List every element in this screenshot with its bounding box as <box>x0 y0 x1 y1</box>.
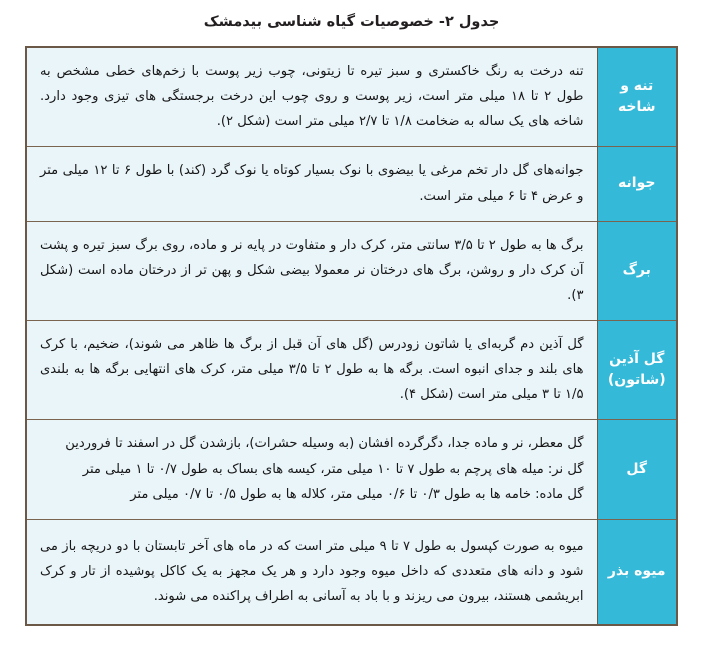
row-header-line: گل آذین <box>609 350 665 367</box>
row-header-bud <box>597 147 677 221</box>
row-content-bud <box>26 147 597 221</box>
row-paragraph: گل معطر، نر و ماده جدا، دگرگرده افشان (به وسیله حشرات)، بازشدن گل در اسفند تا فروردین <box>65 436 584 452</box>
table-body <box>26 47 677 625</box>
row-paragraph: جوانه‌های گل دار تخم مرغی یا بیضوی با نوک بسیار کوتاه یا نوک گرد (کند) با طول ۶ تا ۱۲ میلی متر و عرض ۴ تا ۶ میلی متر است. <box>40 163 584 204</box>
row-content-inflorescence-catkin <box>26 321 597 420</box>
row-header-line: (شاتون) <box>607 372 666 389</box>
row-paragraph: گل آذین دم گربه‌ای یا شاتون زودرس (گل های آن قبل از برگ ها ظاهر می شوند)، ضخیم، با کرک های بلند و جدای انبوه است. برگه ها به طول ۲ تا ۳/۵ میلی متر، کرک های انتهایی برگه ها به بلندی ۱/۵ تا ۳ میلی متر است (شکل ۴). <box>40 337 584 403</box>
table-row <box>26 420 677 519</box>
table-row <box>26 321 677 420</box>
row-header-line: جوانه <box>618 175 656 192</box>
row-paragraph: گل نر: میله های پرچم به طول ۷ تا ۱۰ میلی متر، کیسه های بساک به طول ۰/۷ تا ۱ میلی متر <box>82 461 584 477</box>
table-row <box>26 221 677 320</box>
row-header-fruit-seed <box>597 519 677 625</box>
row-content-flower <box>26 420 597 519</box>
row-header-line: شاخه <box>617 99 656 116</box>
row-content-leaf <box>26 221 597 320</box>
row-paragraph: میوه به صورت کپسول به طول ۷ تا ۹ میلی متر است که در ماه های آخر تابستان با دو دریچه باز می شود و دانه های متعددی که داخل میوه وجود دارد و هر یک مجهز به یک کاکل پوشیده از تار و کرک ابریشمی هستند، بیرون می ریزند و با باد به آسانی به اطراف پراکنده می شوند. <box>40 538 584 605</box>
table-row <box>26 47 677 147</box>
row-header-trunk-branch <box>597 47 677 147</box>
table-caption: جدول ۲- خصوصیات گیاه شناسی بیدمشک <box>203 14 500 30</box>
row-paragraph: تنه درخت به رنگ خاکستری و سبز تیره تا زیتونی، چوب زیر پوست با زخم‌های خطی مشخص به طول ۲ تا ۱۸ میلی متر است، زیر پوست و روی چوب این درخت برجستگی های تیزی وجود دارد. شاخه های یک ساله به ضخامت ۱/۸ تا ۲/۷ میلی متر است (شکل ۲). <box>40 64 584 130</box>
row-header-inflorescence-catkin <box>597 321 677 420</box>
row-header-line: گل <box>626 460 648 477</box>
table-row <box>26 147 677 221</box>
row-header-line: تنه و <box>620 77 654 94</box>
row-content-fruit-seed <box>26 519 597 625</box>
row-header-line: برگ <box>622 261 651 278</box>
row-header-leaf <box>597 221 677 320</box>
table-row <box>26 519 677 625</box>
row-paragraph: برگ ها به طول ۲ تا ۳/۵ سانتی متر، کرک دار و متفاوت در پایه نر و ماده، روی برگ سبز تیره و پشت آن کرک دار و روشن، برگ های درختان نر معمولا بیضی شکل و پهن تر از درختان ماده است (شکل ۳). <box>40 237 584 303</box>
row-content-trunk-branch <box>26 47 597 147</box>
row-header-flower <box>597 420 677 519</box>
botany-characteristics-table <box>25 46 678 626</box>
row-header-line: میوه بذر <box>607 563 666 580</box>
row-paragraph: گل ماده: خامه ها به طول ۰/۳ تا ۰/۶ میلی متر، کلاله ها به طول ۰/۵ تا ۰/۷ میلی متر <box>130 486 584 502</box>
